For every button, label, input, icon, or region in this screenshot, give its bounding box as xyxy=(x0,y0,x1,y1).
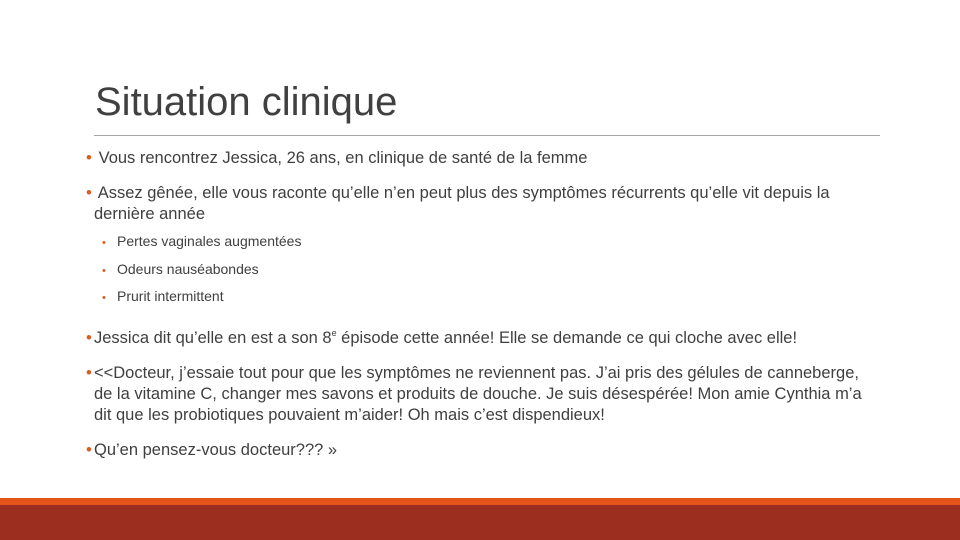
bullet-4-text: <<Docteur, j’essaie tout pour que les symptômes ne reviennent pas. J’ai pris des gélules de canneberge, de la vitamine C, changer mes savons et produits de douche. Je suis désespérée! Mon amie Cynthia m’a dit que les probiotiques pouvaient m’aider! Oh mais c’est dispendieux! xyxy=(94,363,862,424)
sub-bullet-dot-icon: • xyxy=(102,237,106,249)
ordinal-superscript: e xyxy=(331,327,337,338)
footer-bar xyxy=(0,505,960,540)
bullet-2 xyxy=(86,183,876,225)
bullet-5-text: Qu’en pensez-vous docteur??? » xyxy=(94,440,338,459)
bullet-dot-icon: • xyxy=(86,328,92,347)
bullet-dot-icon: • xyxy=(86,184,92,202)
list-item xyxy=(102,257,876,285)
bullet-1 xyxy=(86,148,876,169)
title-divider xyxy=(94,135,880,136)
bullet-3-text-start: Jessica dit qu’elle en est a son 8 xyxy=(94,328,332,347)
slide-title: Situation clinique xyxy=(95,80,398,124)
bullet-3-text-end: épisode cette année! Elle se demande ce qui cloche avec elle! xyxy=(336,328,798,347)
bullet-5 xyxy=(86,440,876,461)
sub-bullet-dot-icon: • xyxy=(102,264,106,277)
list-item-text: Odeurs nauséabondes xyxy=(117,260,259,277)
list-item xyxy=(102,229,876,257)
bullet-2-text: Assez gênée, elle vous raconte qu’elle n’en peut plus des symptômes récurrents qu’elle vit depuis la dernière année xyxy=(94,184,830,223)
list-item xyxy=(102,284,876,312)
bullet-dot-icon: • xyxy=(86,440,92,459)
sub-bullet-dot-icon: • xyxy=(102,292,106,304)
bullet-dot-icon: • xyxy=(86,363,92,382)
slide-content xyxy=(86,148,876,461)
bullet-3 xyxy=(86,328,876,349)
footer-accent-bar xyxy=(0,498,960,505)
bullet-1-text: Vous rencontrez Jessica, 26 ans, en clinique de santé de la femme xyxy=(98,149,588,167)
bullet-4 xyxy=(86,363,876,426)
list-item-text: Pertes vaginales augmentées xyxy=(117,233,302,249)
symptom-list xyxy=(102,229,876,312)
list-item-text: Prurit intermittent xyxy=(117,288,224,304)
bullet-dot-icon: • xyxy=(86,149,92,167)
